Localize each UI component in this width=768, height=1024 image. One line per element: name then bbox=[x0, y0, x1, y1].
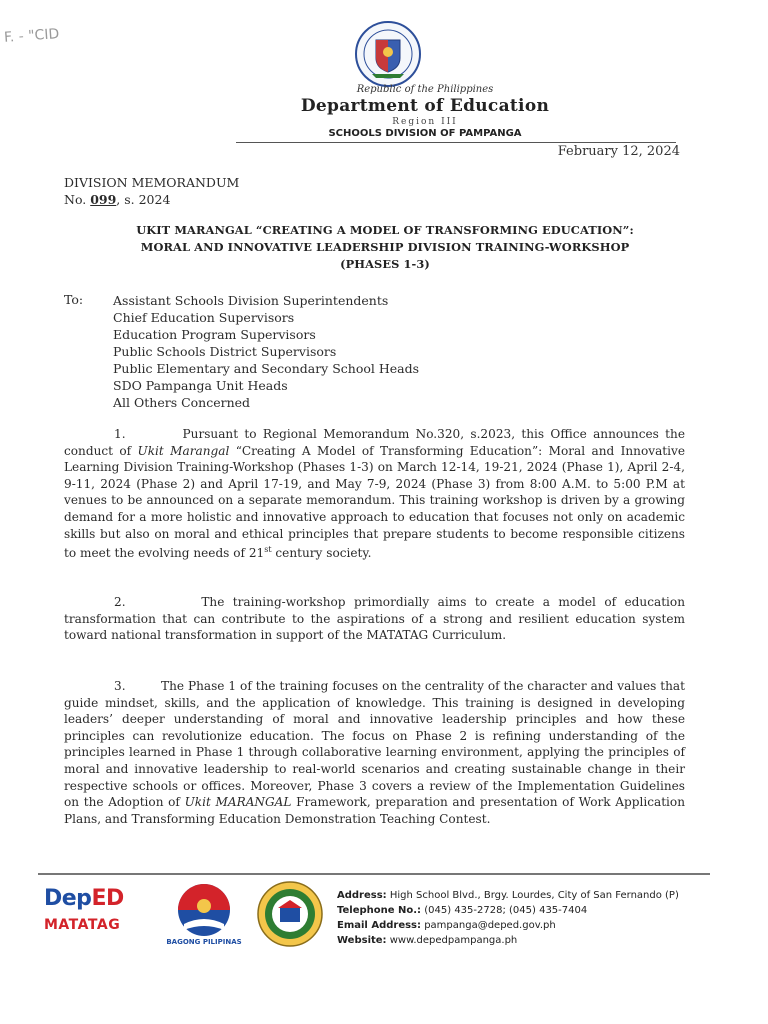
deped-matatag-logo bbox=[44, 886, 140, 948]
memo-number-line bbox=[64, 191, 239, 208]
paragraph-3-italic: Ukit MARANGAL bbox=[184, 795, 292, 810]
matatag-wordmark: MATATAG bbox=[44, 917, 121, 933]
paragraph-1-ending: century society. bbox=[271, 546, 372, 561]
deped-prefix: Dep bbox=[44, 886, 92, 911]
recipient-list bbox=[113, 292, 419, 411]
email-value: pampanga@deped.gov.ph bbox=[424, 920, 556, 931]
paragraph-1-number: 1. bbox=[114, 427, 126, 441]
paragraph-1-text: Pursuant to Regional Memorandum No.320, s.2023, this Office announces the conduct of bbox=[64, 427, 685, 458]
header-divider bbox=[236, 142, 676, 143]
division-name: SCHOOLS DIVISION OF PAMPANGA bbox=[328, 128, 522, 139]
paragraph-3-text-cont: Framework, preparation and presentation of Work Application Plans, and Transforming Education Demonstration Teaching Contest. bbox=[64, 795, 685, 826]
to-label: To: bbox=[64, 292, 84, 307]
recipient-item: Public Elementary and Secondary School Heads bbox=[113, 361, 420, 376]
deped-suffix: ED bbox=[91, 886, 124, 911]
department-name: Department of Education bbox=[300, 96, 550, 116]
paragraph-3-text: The Phase 1 of the training focuses on the centrality of the character and values that guide mindset, skills, and the application of knowledge. This training is designed in developing leaders’ deeper understanding of moral and innovative leadership principles and how these principles can revolutionize education. The focus on Phase 2 is refining understanding of the principles learned in Phase 1 through collaborative learning environment, applying the principles of moral and innovative leadership to real-world scenarios and creating sustainable change in their respective schools or offices. Moreover, Phase 3 covers a review of the Implementation Guidelines on the Adoption of bbox=[64, 679, 685, 810]
paragraph-3 bbox=[64, 678, 685, 827]
address-label: Address: bbox=[337, 890, 387, 901]
deped-seal-icon bbox=[354, 20, 422, 88]
paragraph-3-number: 3. bbox=[114, 679, 126, 693]
website-label: Website: bbox=[337, 935, 387, 946]
memo-date: February 12, 2024 bbox=[557, 144, 680, 159]
bagong-pilipinas-logo bbox=[158, 880, 248, 950]
recipient-item: Public Schools District Supervisors bbox=[113, 344, 337, 359]
memo-number-block bbox=[64, 174, 239, 208]
recipient-item: All Others Concerned bbox=[113, 395, 251, 410]
address-line bbox=[337, 888, 679, 903]
telephone-value: (045) 435-2728; (045) 435-7404 bbox=[424, 905, 588, 916]
recipient-item: Education Program Supervisors bbox=[113, 327, 316, 342]
memo-number-prefix: No. bbox=[64, 192, 87, 207]
region-line: Region III bbox=[392, 117, 458, 127]
email-line bbox=[337, 918, 679, 933]
memo-number: 099 bbox=[90, 192, 117, 207]
title-line-2: MORAL AND INNOVATIVE LEADERSHIP DIVISION TRAINING-WORKSHOP bbox=[140, 240, 630, 254]
recipient-item: SDO Pampanga Unit Heads bbox=[113, 378, 288, 393]
paragraph-1 bbox=[64, 426, 685, 562]
bagong-pilipinas-icon bbox=[166, 880, 242, 938]
email-label: Email Address: bbox=[337, 920, 422, 931]
deped-wordmark bbox=[44, 886, 140, 911]
handwritten-note: F. - "CID bbox=[3, 26, 60, 46]
memo-title bbox=[70, 222, 700, 273]
paragraph-1-superscript: st bbox=[264, 545, 272, 555]
memo-series: , s. 2024 bbox=[116, 192, 171, 207]
website-line bbox=[337, 933, 679, 948]
recipient-item: Assistant Schools Division Superintendents bbox=[113, 293, 389, 308]
title-line-3: (PHASES 1-3) bbox=[340, 257, 430, 271]
telephone-label: Telephone No.: bbox=[337, 905, 422, 916]
paragraph-1-text-cont: “Creating A Model of Transforming Education”: Moral and Innovative Learning Division Training-Workshop (Phases 1-3) on March 12-14, 19-21, 2024 (Phase 1), April 2-4, 9-11, 2024 (Phase 2) and April 17-19, and May 7-9, 2024 (Phase 3) from 8:00 A.M. to 5:00 P.M at venues to be announced on a separate memorandum. This training workshop is driven by a growing demand for a more holistic and innovative approach to education that focuses not only on academic skills but also on moral and ethical principles that prepare students to become responsible citizens to meet the evolving needs of 21 bbox=[64, 443, 685, 561]
paragraph-1-italic: Ukit Marangal bbox=[137, 443, 230, 458]
recipient-item: Chief Education Supervisors bbox=[113, 310, 295, 325]
memo-type: DIVISION MEMORANDUM bbox=[64, 175, 240, 190]
telephone-line bbox=[337, 903, 679, 918]
republic-line: Republic of the Philippines bbox=[356, 84, 494, 95]
address-value: High School Blvd., Brgy. Lourdes, City of San Fernando (P) bbox=[389, 890, 679, 901]
title-line-1: UKIT MARANGAL “CREATING A MODEL OF TRANSFORMING EDUCATION”: bbox=[136, 223, 634, 237]
contact-block bbox=[337, 888, 679, 948]
paragraph-2-number: 2. bbox=[114, 595, 126, 609]
paragraph-2-text: The training-workshop primordially aims to create a model of education transformation that can contribute to the aspirations of a strong and resilient education system toward national transformation in support of the MATATAG Curriculum. bbox=[64, 595, 685, 643]
sdo-pampanga-seal-icon bbox=[256, 880, 324, 948]
footer-divider bbox=[38, 873, 710, 875]
bagong-pilipinas-text: BAGONG PILIPINAS bbox=[166, 938, 242, 946]
website-value: www.depedpampanga.ph bbox=[389, 935, 518, 946]
paragraph-2 bbox=[64, 594, 685, 644]
